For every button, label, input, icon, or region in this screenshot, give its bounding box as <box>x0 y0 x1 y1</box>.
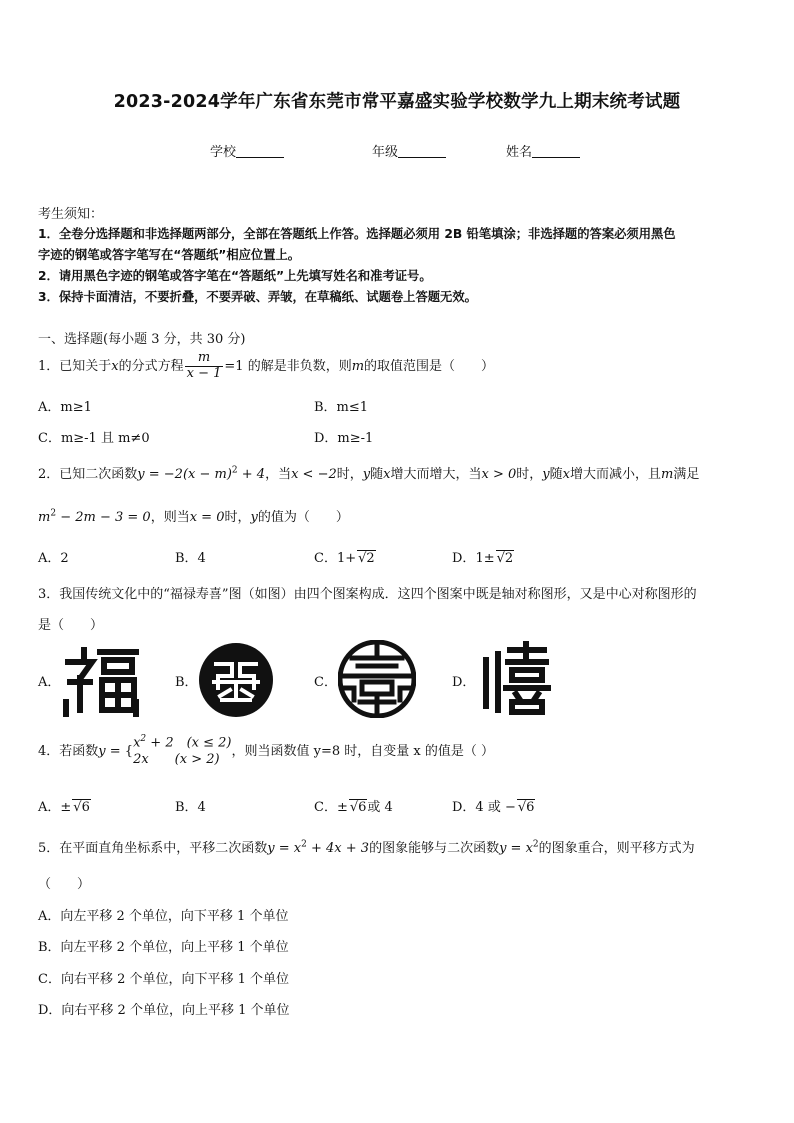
notice-item: 1．全卷分选择题和非选择题两部分，全部在答题纸上作答。选择题必须用 2B 铅笔填涂；非选择题的答案必须用黑色 <box>38 227 676 241</box>
sqrt-symbol: √6 <box>73 800 90 815</box>
q3-option-b-label[interactable]: B． <box>175 675 198 690</box>
q1-option-d[interactable]: D．m≥-1 <box>314 431 374 446</box>
q4-option-c[interactable]: C．± √6或 4 <box>314 800 393 815</box>
q5-option-b[interactable]: B．向左平移 2 个单位，向上平移 1 个单位 <box>38 940 289 955</box>
question-3-line-1: 3．我国传统文化中的“福禄寿喜”图（如图）由四个图案构成．这四个图案中既是轴对称图形，又是中心对称图形的 <box>38 587 697 602</box>
name-label: 姓名 <box>506 145 533 160</box>
section-heading: 一、选择题(每小题 3 分，共 30 分) <box>38 332 246 347</box>
piecewise-function: $x^2 + 2$ (x ≤ 2) 2x (x > 2) <box>133 733 232 768</box>
school-label: 学校 <box>210 145 237 160</box>
notice-item: 2．请用黑色字迹的钢笔或答字笔在“答题纸”上先填写姓名和准考证号。 <box>38 269 432 283</box>
q1-option-c[interactable]: C．m≥-1 且 m≠0 <box>38 431 150 446</box>
q4-option-b[interactable]: B．4 <box>175 800 206 815</box>
q1-option-b[interactable]: B．m≤1 <box>314 400 369 415</box>
lu-emblem-icon[interactable] <box>198 642 274 718</box>
q2-option-d[interactable]: D．1± √2 <box>452 551 514 566</box>
q5-option-a[interactable]: A．向左平移 2 个单位，向下平移 1 个单位 <box>38 909 289 924</box>
q3-option-d-label[interactable]: D． <box>452 675 476 690</box>
school-field[interactable] <box>210 141 284 160</box>
question-2-line-1: 2．已知二次函数$y = -2(x - m)^2 + 4$，当x < −2时，y随x增大而增大，当x > 0时，y随x增大而减小，且m满足 <box>38 465 700 482</box>
grade-label: 年级 <box>372 145 399 160</box>
q4-option-d[interactable]: D．4 或 − √6 <box>452 800 535 815</box>
name-field[interactable] <box>506 141 580 160</box>
q2-option-c[interactable]: C．1+ √2 <box>314 551 375 566</box>
q1-option-a[interactable]: A．m≥1 <box>38 400 92 415</box>
notice-item: 3．保持卡面清洁，不要折叠，不要弄破、弄皱，在草稿纸、试题卷上答题无效。 <box>38 290 477 304</box>
shou-emblem-icon[interactable] <box>338 640 416 718</box>
sqrt-symbol: √2 <box>358 551 375 566</box>
fraction: $\frac{m}{x - 1}$ <box>186 350 222 381</box>
notice-item: 字迹的钢笔或答字笔写在“答题纸”相应位置上。 <box>38 248 301 262</box>
q3-option-c-label[interactable]: C． <box>314 675 337 690</box>
xi-emblem-icon[interactable] <box>476 640 554 718</box>
name-blank[interactable] <box>532 145 580 158</box>
q2-option-a[interactable]: A．2 <box>38 551 69 566</box>
q2-option-b[interactable]: B．4 <box>175 551 206 566</box>
question-3-line-2: 是（ ） <box>38 618 104 633</box>
sqrt-symbol: √6 <box>349 800 367 815</box>
q5-option-d[interactable]: D．向右平移 2 个单位，向上平移 1 个单位 <box>38 1003 290 1018</box>
sqrt-symbol: √2 <box>496 551 514 566</box>
question-4: 4．若函数y = { $x^2 + 2$ (x ≤ 2) 2x (x > 2) ，则当函数值 y=8 时，自变量 x 的值是（ ） <box>38 733 495 768</box>
grade-blank[interactable] <box>398 145 446 158</box>
grade-field[interactable] <box>372 141 446 160</box>
question-2-line-2: $m^2 - 2m - 3 = 0$，则当x = 0时，y的值为（ ） <box>38 508 349 525</box>
q3-option-a-label[interactable]: A． <box>38 675 61 690</box>
question-5: 5．在平面直角坐标系中，平移二次函数$y = x^2 + 4x + 3$的图象能够与二次函数$y = x^2$的图象重合，则平移方式为 <box>38 839 695 856</box>
q5-option-c[interactable]: C．向右平移 2 个单位，向下平移 1 个单位 <box>38 972 290 987</box>
fu-emblem-icon[interactable] <box>62 642 140 718</box>
q4-option-a[interactable]: A．± √6 <box>38 800 90 815</box>
sqrt-symbol: √6 <box>517 800 535 815</box>
page-title: 2023-2024学年广东省东莞市常平嘉盛实验学校数学九上期末统考试题 <box>113 92 681 112</box>
question-5-paren: （ ） <box>38 877 91 892</box>
school-blank[interactable] <box>236 145 284 158</box>
notice-heading: 考生须知： <box>38 207 104 222</box>
question-1: 1．已知关于x的分式方程 $\frac{m}{x - 1}$ =1 的解是非负数，则m的取值范围是（ ） <box>38 350 495 381</box>
